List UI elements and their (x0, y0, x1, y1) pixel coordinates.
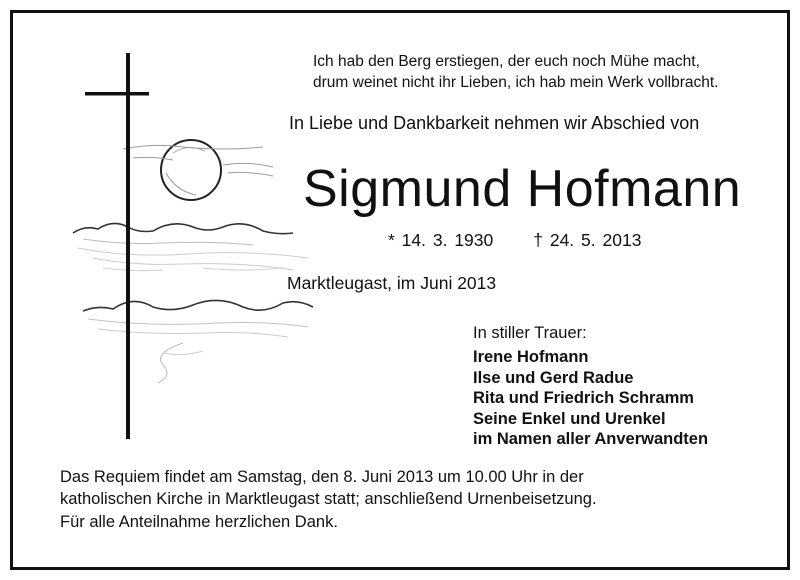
poem-line: drum weinet nicht ihr Lieben, ich hab mein Werk vollbracht. (313, 74, 719, 91)
mourner-name: Rita und Friedrich Schramm (473, 389, 694, 407)
farewell-intro: In Liebe und Dankbarkeit nehmen wir Abschied von (289, 113, 700, 133)
mourner-name: im Namen aller Anverwandten (473, 430, 709, 448)
place-and-date: Marktleugast, im Juni 2013 (287, 273, 497, 293)
mountain-sketch-icon (73, 223, 313, 383)
deceased-name: Sigmund Hofmann (303, 160, 742, 218)
service-line: Das Requiem findet am Samstag, den 8. Juni 2013 um 10.00 Uhr in der (60, 468, 584, 486)
obituary-card (10, 10, 790, 570)
thanks-note: Für alle Anteilnahme herzlichen Dank. (60, 513, 338, 531)
mourners-list (473, 347, 708, 450)
life-dates (388, 230, 641, 251)
service-announcement (60, 466, 760, 510)
cloud-sketch (123, 145, 273, 176)
mourner-name: Irene Hofmann (473, 348, 589, 366)
mourner-name: Seine Enkel und Urenkel (473, 409, 666, 428)
birth-date: * 14. 3. 1930 (388, 230, 494, 250)
service-line: katholischen Kirche in Marktleugast statt; anschließend Urnenbeisetzung. (60, 490, 597, 508)
memorial-poem (313, 51, 719, 93)
cross-icon (85, 53, 149, 439)
mourner-name: Ilse und Gerd Radue (473, 368, 634, 387)
death-date: † 24. 5. 2013 (533, 230, 642, 250)
poem-line: Ich hab den Berg erstiegen, der euch noch Mühe macht, (313, 53, 700, 70)
mourning-label: In stiller Trauer: (473, 324, 587, 342)
